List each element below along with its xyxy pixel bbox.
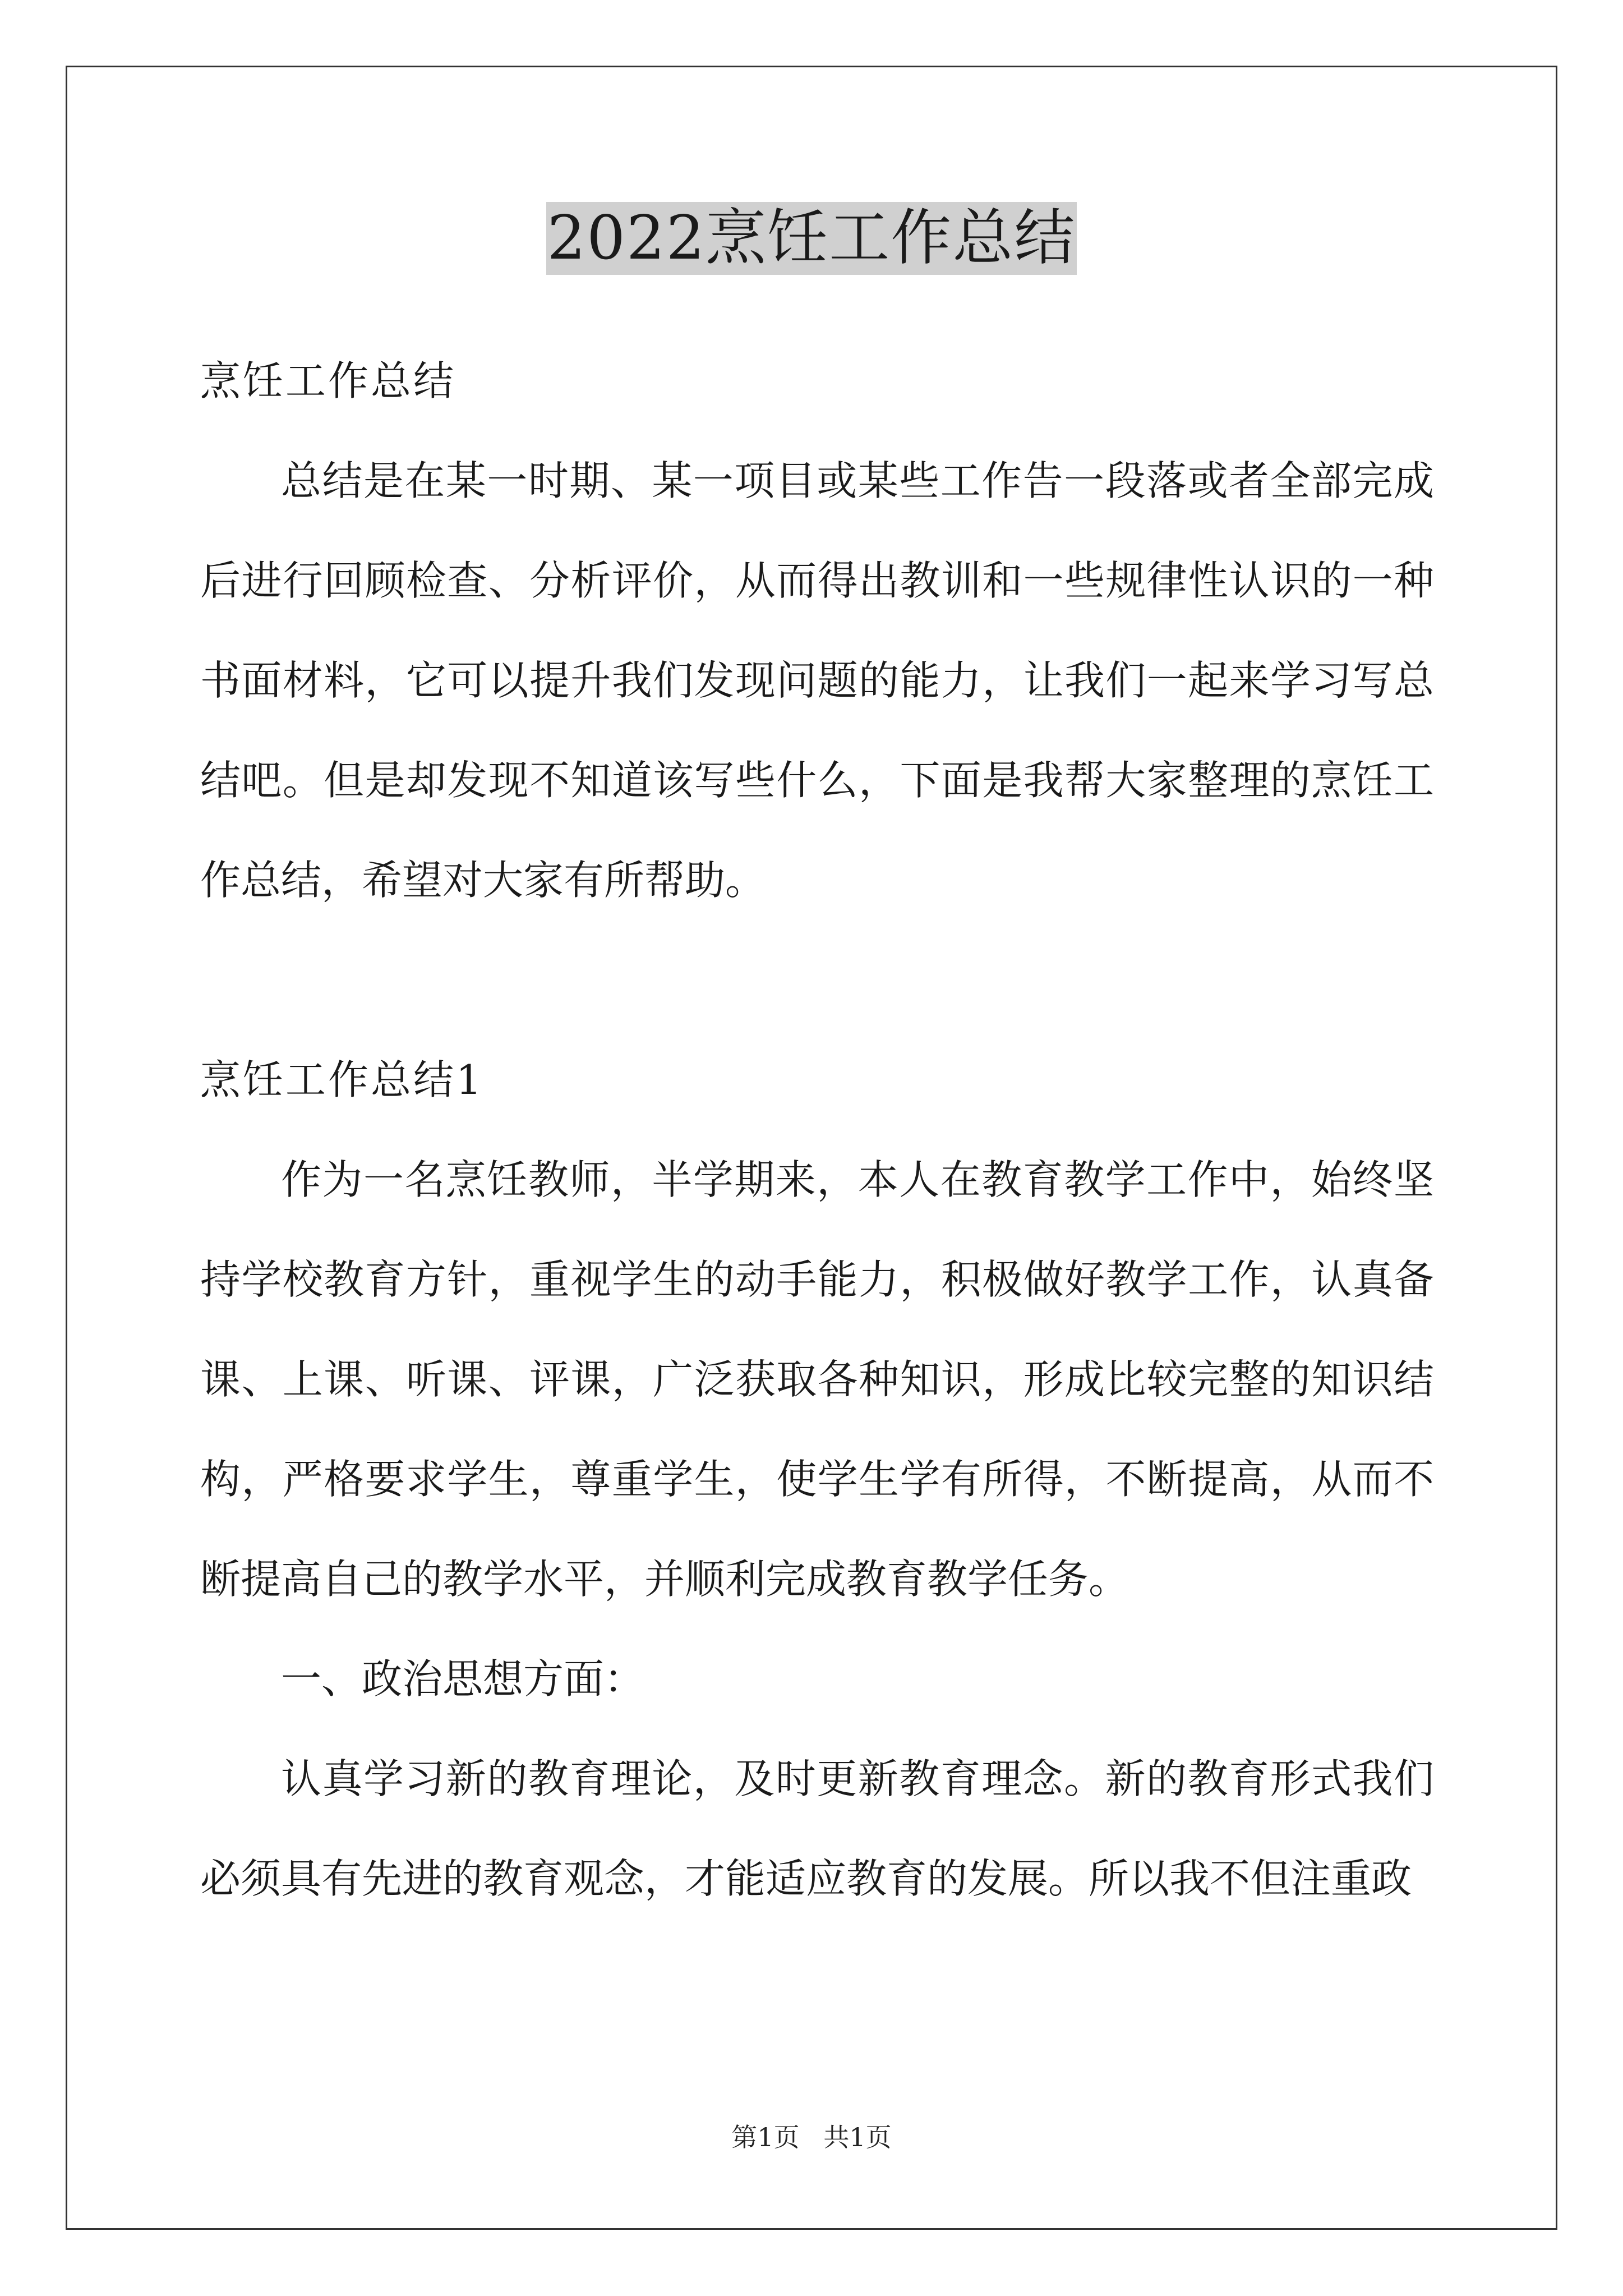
section-heading: 烹饪工作总结1 (200, 1056, 484, 1103)
total-pages-label: 共1页 (823, 2122, 892, 2152)
section-spacer (200, 930, 1434, 1030)
section-paragraph-2: 认真学习新的教育理论，及时更新教育理念。新的教育形式我们必须具有先进的教育观念，才能适应教育的发展。所以我不但注重政 (200, 1755, 1434, 1902)
document-body (200, 331, 1434, 1929)
section-paragraph-1: 作为一名烹饪教师，半学期来，本人在教育教学工作中，始终坚持学校教育方针，重视学生的动手能力，积极做好教学工作，认真备课、上课、听课、评课，广泛获取各种知识，形成比较完整的知识结构，严格要求学生，尊重学生，使学生学有所得，不断提高，从而不断提高自己的教学水平，并顺利完成教育教学任务。 (200, 1156, 1434, 1603)
subheading-politics: 一、政治思想方面： (281, 1655, 645, 1703)
current-page-label: 第1页 (731, 2122, 800, 2152)
document-title: 2022烹饪工作总结 (546, 202, 1077, 275)
title-wrap (0, 202, 1623, 275)
intro-paragraph: 总结是在某一时期、某一项目或某些工作告一段落或者全部完成后进行回顾检查、分析评价，从而得出教训和一些规律性认识的一种书面材料，它可以提升我们发现问题的能力，让我们一起来学习写总结吧。但是却发现不知道该写些什么，下面是我帮大家整理的烹饪工作总结，希望对大家有所帮助。 (200, 457, 1434, 904)
page-footer (0, 2120, 1623, 2154)
intro-heading: 烹饪工作总结 (200, 357, 457, 404)
